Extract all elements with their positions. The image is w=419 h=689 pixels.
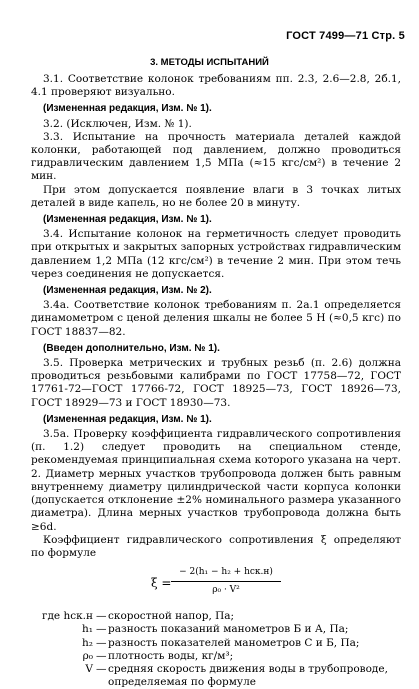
definition-row [31,637,401,650]
definition-text: скоростной напор, Па; [108,610,235,623]
definition-dash: — [96,662,107,675]
definition-dash: — [96,636,107,649]
definition-row [31,663,401,689]
formula-denominator: ρ₀ · V² [212,585,240,596]
definition-row [31,610,401,623]
definition-dash: — [96,623,107,636]
amendment-note: (Измененная редакция, Изм. № 1). [43,214,212,226]
definition-dash: — [96,610,107,623]
paragraph: Коэффициент гидравлического сопротивления ξ определяют по формуле [31,533,401,559]
amendment-note: (Введен дополнительно, Изм. № 1). [43,342,220,354]
paragraph: 3.3. Испытание на прочность материала деталей каждой колонки, работающей под давлением, должно проводиться гидравлическим давлением 1,5 МПа (≈15 кгс/см²) в течение 2 мин. [31,130,401,183]
paragraph: 3.4а. Соответствие колонок требованиям п. 2а.1 определяется динамометром с ценой деления шкалы не более 5 Н (≈0,5 кгс) по ГОСТ 18837—82. [31,299,401,338]
definition-text: плотность воды, кг/м³; [108,649,234,662]
formula-numerator: − 2(h₁ − h₂ + hск.н) [171,566,281,582]
paragraph-list [31,73,401,560]
formula-fraction [171,566,281,597]
page-header: ГОСТ 7499—71 Стр. 5 [286,30,405,42]
definition-text: средняя скорость движения воды в трубопроводе, определяемая по формуле [108,662,388,689]
definition-row [31,650,401,663]
formula-block [31,564,401,608]
definition-symbol: h₁ [82,623,93,636]
definition-list [31,610,401,689]
amendment-note: (Измененная редакция, Изм. № 1). [43,413,212,425]
formula-lhs: ξ = [151,576,172,591]
definition-text: разность показателей манометров С и Б, Па; [108,636,360,649]
paragraph: 3.1. Соответствие колонок требованиям пп. 2.3, 2.6—2.8, 2б.1, 4.1 проверяют визуально. [31,73,401,99]
paragraph: 3.4. Испытание колонок на герметичность следует проводить при открытых и закрытых запорных устройствах гидравлическим давлением 1,2 МПа (12 кгс/см²) в течение 2 мин. При этом течь через соединения не допускается. [31,228,401,280]
paragraph: 3.2. (Исключен, Изм. № 1). [43,117,192,130]
definition-row [31,623,401,636]
definition-symbol: где hск.н [41,610,93,623]
definition-dash: — [96,649,107,662]
section-title: 3. МЕТОДЫ ИСПЫТАНИЙ [150,57,269,68]
definition-symbol: V [85,662,93,675]
paragraph: 3.5а. Проверку коэффициента гидравлического сопротивления (п. 1.2) следует проводить на специальном стенде, рекомендуемая принципиальная схема которого указана на черт. 2. Диаметр мерных участков трубопровода должен быть равным внутреннему диаметру цилиндрической части корпуса колонки (допускается отклонение ±2% номинального размера указанного диаметра). Длина мерных участков трубопровода должна быть ≥6d. [31,428,401,533]
definition-text: разность показаний манометров Б и А, Па; [108,623,349,636]
definition-symbol: ρ₀ [82,649,93,662]
amendment-note: (Измененная редакция, Изм. № 1). [43,103,212,115]
amendment-note: (Измененная редакция, Изм. № 2). [43,285,212,297]
paragraph: При этом допускается появление влаги в 3 точках литых деталей в виде капель, но не более 20 в минуту. [31,183,401,209]
document-body [31,73,401,689]
definition-symbol: h₂ [82,636,93,649]
paragraph: 3.5. Проверка метрических и трубных резьб (п. 2.6) должна проводиться резьбовыми калибрами по ГОСТ 17758—72, ГОСТ 17761-72—ГОСТ 17766-72, ГОСТ 18925—73, ГОСТ 18926—73, ГОСТ 18929—73 и ГОСТ 18930—73. [31,357,401,409]
